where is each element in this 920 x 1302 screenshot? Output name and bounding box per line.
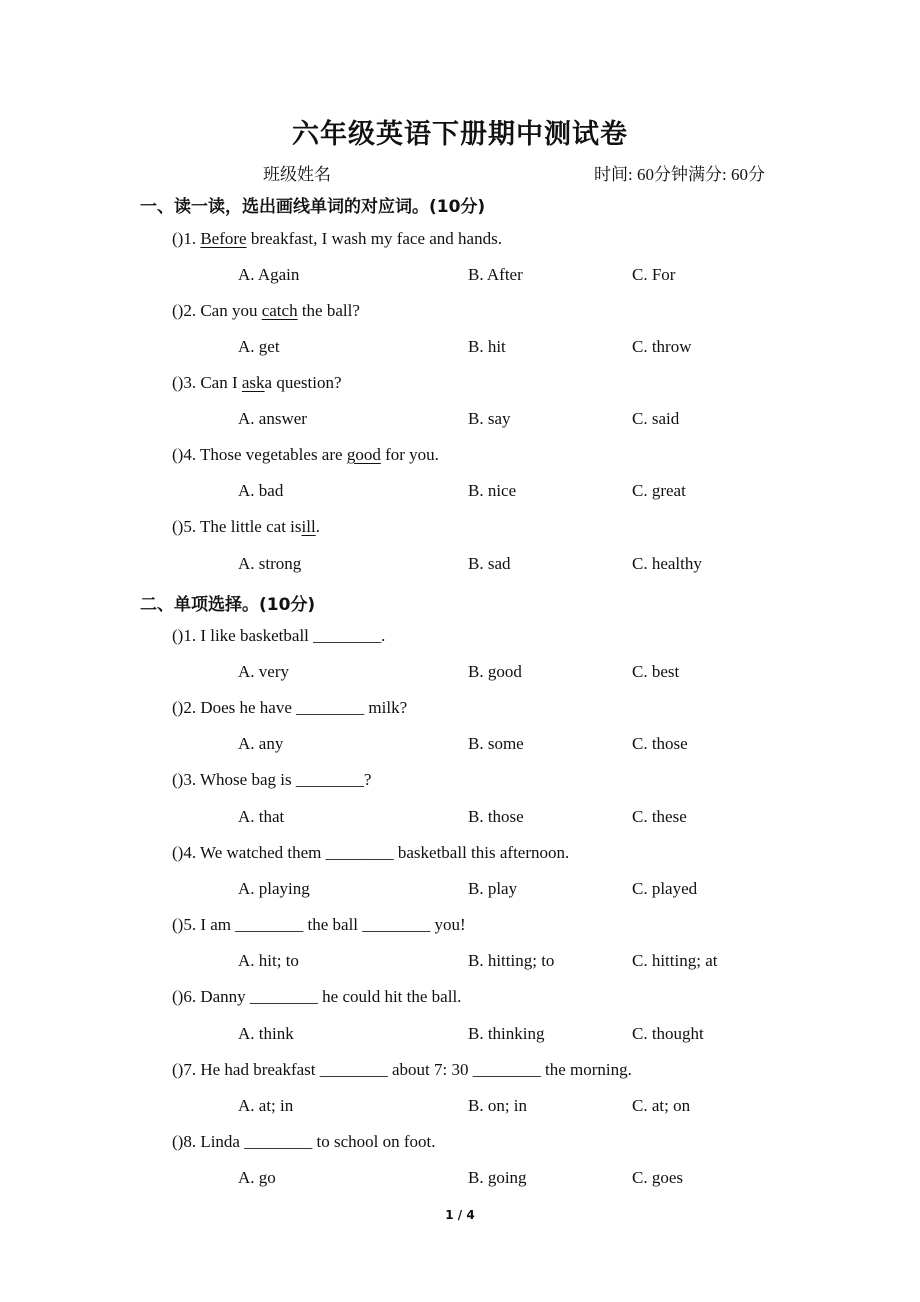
s2-q5-option-c: C. hitting; at — [632, 951, 718, 970]
s1-q4-option-c: C. great — [632, 481, 686, 500]
s1-q3-option-c: C. said — [632, 409, 680, 428]
s1-question-4 — [172, 445, 439, 465]
s2-question-2: ()2. Does he have ________ milk? — [172, 698, 408, 717]
question-text: a question? — [264, 373, 342, 392]
s2-question-3: ()3. Whose bag is ________? — [172, 770, 372, 789]
s2-q5-option-a: A. hit; to — [238, 951, 299, 970]
s2-q1-option-c: C. best — [632, 662, 680, 681]
s1-q1-option-a: A. Again — [238, 265, 300, 284]
s1-q5-option-a: A. strong — [238, 554, 302, 573]
s2-q3-option-a: A. that — [238, 807, 285, 826]
s2-q1-option-a: A. very — [238, 662, 289, 681]
s1-q5-option-c: C. healthy — [632, 554, 702, 573]
s1-q3-option-b: B. say — [468, 409, 511, 428]
s2-q1-option-b: B. good — [468, 662, 522, 681]
s2-q5-option-b: B. hitting; to — [468, 951, 555, 970]
question-text: ()1. — [172, 229, 201, 248]
s2-question-8: ()8. Linda ________ to school on foot. — [172, 1132, 436, 1151]
s1-question-5 — [172, 517, 320, 537]
s1-q2-option-b: B. hit — [468, 337, 506, 356]
s2-q7-option-a: A. at; in — [238, 1096, 294, 1115]
s1-q3-option-a: A. answer — [238, 409, 307, 428]
s1-question-2 — [172, 301, 360, 321]
s2-q7-option-c: C. at; on — [632, 1096, 691, 1115]
question-text: ()2. Can you — [172, 301, 262, 320]
class-name-label: 班级姓名 — [263, 165, 331, 185]
s1-question-3 — [172, 373, 342, 393]
s2-q8-option-c: C. goes — [632, 1168, 683, 1187]
s2-q2-option-b: B. some — [468, 734, 524, 753]
section2-heading: 二、单项选择。(10分) — [140, 595, 316, 615]
underlined-word: catch — [261, 301, 298, 320]
s2-q4-option-a: A. playing — [238, 879, 310, 898]
s2-q8-option-b: B. going — [468, 1168, 527, 1187]
s2-q2-option-c: C. those — [632, 734, 688, 753]
page-number: 1 / 4 — [445, 1208, 475, 1222]
s2-question-6: ()6. Danny ________ he could hit the ball. — [172, 987, 462, 1006]
underlined-word: good — [346, 445, 381, 464]
s2-q6-option-b: B. thinking — [468, 1024, 545, 1043]
s2-q4-option-b: B. play — [468, 879, 518, 898]
s1-question-1 — [172, 229, 502, 249]
s1-q1-option-b: B. After — [468, 265, 523, 284]
underlined-word: Before — [200, 229, 247, 248]
s2-question-4: ()4. We watched them ________ basketball this afternoon. — [172, 843, 570, 862]
question-text: . — [315, 517, 320, 536]
page-title: 六年级英语下册期中测试卷 — [292, 119, 628, 150]
s2-q3-option-b: B. those — [468, 807, 524, 826]
question-text: breakfast, I wash my face and hands. — [246, 229, 502, 248]
s1-q2-option-c: C. throw — [632, 337, 692, 356]
s1-q4-option-a: A. bad — [238, 481, 284, 500]
s2-question-1: ()1. I like basketball ________. — [172, 626, 386, 645]
section1-heading: 一、读一读，选出画线单词的对应词。(10分) — [140, 197, 486, 217]
underlined-word: ill — [301, 517, 316, 536]
time-score-label: 时间: 60分钟满分: 60分 — [594, 165, 765, 184]
s1-q2-option-a: A. get — [238, 337, 280, 356]
question-text: ()4. Those vegetables are — [172, 445, 347, 464]
underlined-word: ask — [241, 373, 265, 392]
s1-q5-option-b: B. sad — [468, 554, 511, 573]
s1-q4-option-b: B. nice — [468, 481, 517, 500]
question-text: the ball? — [297, 301, 360, 320]
s2-q7-option-b: B. on; in — [468, 1096, 528, 1115]
s2-q6-option-c: C. thought — [632, 1024, 704, 1043]
s2-question-7: ()7. He had breakfast ________ about 7: 30 ________ the morning. — [172, 1060, 632, 1079]
s2-q3-option-c: C. these — [632, 807, 687, 826]
s2-q2-option-a: A. any — [238, 734, 284, 753]
s1-q1-option-c: C. For — [632, 265, 676, 284]
question-text: ()5. The little cat is — [172, 517, 302, 536]
s2-question-5: ()5. I am ________ the ball ________ you! — [172, 915, 466, 934]
s2-q8-option-a: A. go — [238, 1168, 276, 1187]
question-text: ()3. Can I — [172, 373, 242, 392]
question-text: for you. — [380, 445, 439, 464]
s2-q4-option-c: C. played — [632, 879, 698, 898]
s2-q6-option-a: A. think — [238, 1024, 294, 1043]
